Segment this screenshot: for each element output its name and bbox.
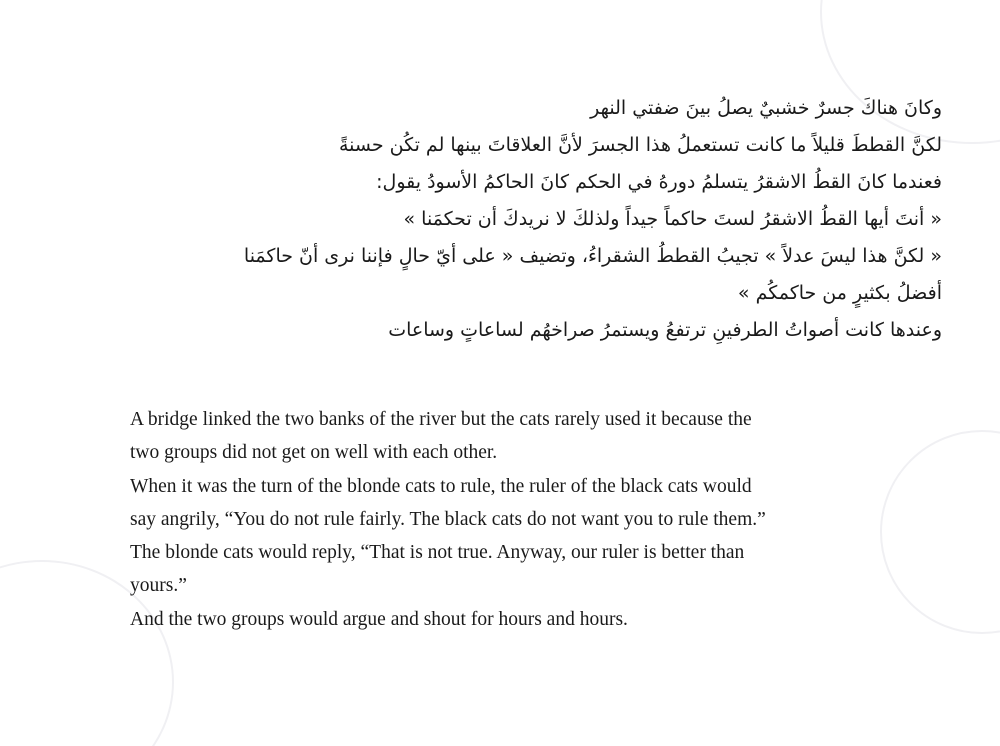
arabic-line: فعندما كانَ القطُ الاشقرُ يتسلمُ دورهُ في الحكم كانَ الحاكمُ الأسودُ يقول:	[376, 171, 942, 193]
english-line: say angrily, “You do not rule fairly. The black cats do not want you to rule them.”	[130, 508, 766, 530]
arabic-line: لكنَّ القططَ قليلاً ما كانت تستعملُ هذا الجسرَ لأنَّ العلاقاتَ بينها لم تكُن حسنةً	[338, 134, 942, 156]
english-line: The blonde cats would reply, “That is not true. Anyway, our ruler is better than	[130, 542, 745, 564]
arabic-text-block	[142, 90, 942, 349]
english-line: yours.”	[130, 575, 187, 597]
arabic-line: أفضلُ بكثيرٍ من حاكمكُم »	[737, 282, 942, 304]
english-line: When it was the turn of the blonde cats to rule, the ruler of the black cats would	[130, 475, 752, 497]
arabic-line: « أنتَ أيها القطُ الاشقرُ لستَ حاكماً جيداً ولذلكَ لا نريدكَ أن تحكمَنا »	[403, 208, 942, 230]
english-line: two groups did not get on well with each other.	[130, 442, 498, 464]
english-line: And the two groups would argue and shout for hours and hours.	[130, 608, 628, 630]
arabic-line: وكانَ هناكَ جسرٌ خشبيٌ يصلُ بينَ ضفتي النهر	[590, 97, 942, 119]
arabic-line: وعندها كانت أصواتُ الطرفينِ ترتفعُ ويستمرُ صراخهُم لساعاتٍ وساعات	[388, 319, 942, 341]
arabic-line: « لكنَّ هذا ليسَ عدلاً » تجيبُ القططُ الشقراءُ، وتضيف « على أيّ حالٍ فإننا نرى أنّ حاكمَنا	[243, 245, 942, 267]
english-text-block	[130, 403, 960, 636]
english-line: A bridge linked the two banks of the river but the cats rarely used it because the	[130, 409, 752, 430]
